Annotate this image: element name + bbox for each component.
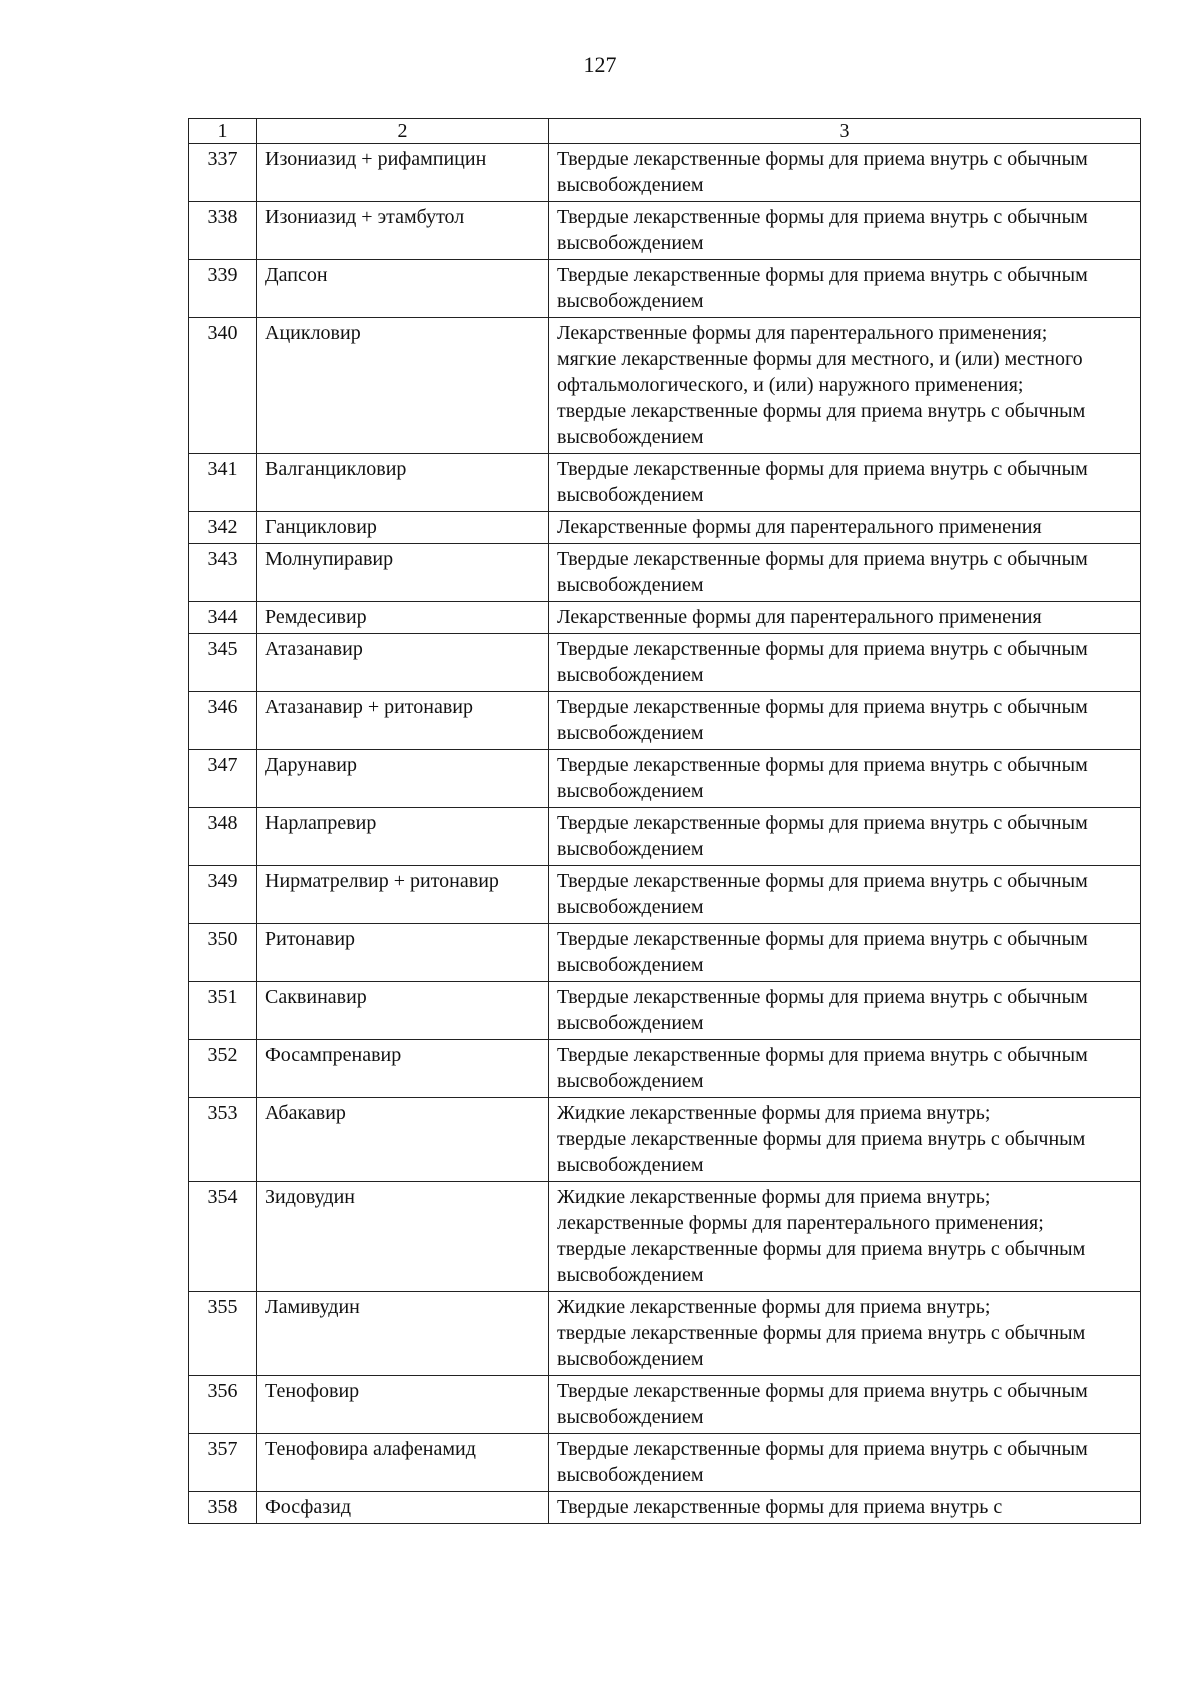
table-row [189,750,1141,808]
table-row [189,318,1141,454]
dosage-form-line: Лекарственные формы для парентерального применения [557,516,1042,538]
dosage-forms [549,1376,1141,1434]
dosage-forms [549,202,1141,260]
drug-name: Дапсон [257,260,549,318]
table-row [189,1492,1141,1524]
dosage-form-line: Твердые лекарственные формы для приема внутрь с обычным высвобождением [557,206,1088,254]
dosage-form-line: Твердые лекарственные формы для приема внутрь с обычным высвобождением [557,870,1088,918]
drug-name: Ацикловир [257,318,549,454]
table-row [189,924,1141,982]
dosage-forms [549,692,1141,750]
drug-name: Нарлапревир [257,808,549,866]
table-row [189,454,1141,512]
dosage-form-line: Твердые лекарственные формы для приема внутрь с обычным высвобождением [557,1380,1088,1428]
row-number: 357 [189,1434,257,1492]
dosage-form-line: Твердые лекарственные формы для приема внутрь с обычным высвобождением [557,264,1088,312]
row-number: 349 [189,866,257,924]
row-number: 337 [189,144,257,202]
dosage-form-line: Твердые лекарственные формы для приема внутрь с обычным высвобождением [557,638,1088,686]
drug-name: Тенофовир [257,1376,549,1434]
dosage-form-line: твердые лекарственные формы для приема внутрь с обычным высвобождением [557,1322,1086,1370]
drug-name: Атазанавир + ритонавир [257,692,549,750]
row-number: 348 [189,808,257,866]
dosage-form-line: Твердые лекарственные формы для приема внутрь с обычным высвобождением [557,1044,1088,1092]
dosage-form-line: Лекарственные формы для парентерального применения [557,606,1042,628]
table-header-row [189,119,1141,144]
drug-name: Молнупиравир [257,544,549,602]
drug-name: Ритонавир [257,924,549,982]
drug-table [188,118,1141,1524]
dosage-forms [549,1040,1141,1098]
dosage-forms [549,750,1141,808]
row-number: 358 [189,1492,257,1524]
table-row [189,1376,1141,1434]
dosage-form-line: Твердые лекарственные формы для приема внутрь с обычным высвобождением [557,812,1088,860]
dosage-form-line: Жидкие лекарственные формы для приема внутрь; [557,1296,991,1318]
dosage-forms [549,982,1141,1040]
dosage-forms [549,512,1141,544]
dosage-form-line: Лекарственные формы для парентерального применения; [557,322,1048,344]
drug-name: Фосфазид [257,1492,549,1524]
header-col-3: 3 [549,119,1141,144]
drug-name: Атазанавир [257,634,549,692]
drug-name: Абакавир [257,1098,549,1182]
row-number: 343 [189,544,257,602]
dosage-form-line: Твердые лекарственные формы для приема внутрь с обычным высвобождением [557,548,1088,596]
dosage-form-line: твердые лекарственные формы для приема внутрь с обычным высвобождением [557,400,1086,448]
table-row [189,692,1141,750]
dosage-forms [549,144,1141,202]
row-number: 338 [189,202,257,260]
dosage-forms [549,1434,1141,1492]
table-row [189,512,1141,544]
dosage-forms [549,260,1141,318]
dosage-form-line: твердые лекарственные формы для приема внутрь с обычным высвобождением [557,1238,1086,1286]
row-number: 341 [189,454,257,512]
dosage-form-line: Твердые лекарственные формы для приема внутрь с обычным высвобождением [557,1438,1088,1486]
dosage-forms [549,1098,1141,1182]
dosage-forms [549,454,1141,512]
row-number: 351 [189,982,257,1040]
dosage-forms [549,1492,1141,1524]
drug-name: Тенофовира алафенамид [257,1434,549,1492]
row-number: 354 [189,1182,257,1292]
row-number: 356 [189,1376,257,1434]
table-row [189,808,1141,866]
dosage-form-line: Твердые лекарственные формы для приема внутрь с обычным высвобождением [557,986,1088,1034]
dosage-forms [549,808,1141,866]
table-row [189,1098,1141,1182]
dosage-forms [549,1182,1141,1292]
dosage-form-line: Твердые лекарственные формы для приема внутрь с обычным высвобождением [557,696,1088,744]
table-row [189,602,1141,634]
dosage-forms [549,634,1141,692]
drug-name: Ламивудин [257,1292,549,1376]
drug-name: Дарунавир [257,750,549,808]
table-row [189,982,1141,1040]
dosage-form-line: лекарственные формы для парентерального применения; [557,1212,1044,1234]
row-number: 342 [189,512,257,544]
dosage-forms [549,318,1141,454]
row-number: 345 [189,634,257,692]
table-row [189,260,1141,318]
dosage-form-line: Твердые лекарственные формы для приема внутрь с обычным высвобождением [557,458,1088,506]
dosage-form-line: Твердые лекарственные формы для приема внутрь с [557,1496,1003,1518]
drug-name: Ремдесивир [257,602,549,634]
dosage-form-line: Твердые лекарственные формы для приема внутрь с обычным высвобождением [557,148,1088,196]
row-number: 344 [189,602,257,634]
drug-name: Валганцикловир [257,454,549,512]
row-number: 353 [189,1098,257,1182]
table-row [189,1292,1141,1376]
row-number: 339 [189,260,257,318]
header-col-1: 1 [189,119,257,144]
dosage-form-line: твердые лекарственные формы для приема внутрь с обычным высвобождением [557,1128,1086,1176]
dosage-forms [549,924,1141,982]
table-row [189,544,1141,602]
row-number: 355 [189,1292,257,1376]
table-row [189,144,1141,202]
dosage-forms [549,866,1141,924]
dosage-form-line: Твердые лекарственные формы для приема внутрь с обычным высвобождением [557,754,1088,802]
table-row [189,634,1141,692]
row-number: 352 [189,1040,257,1098]
header-col-2: 2 [257,119,549,144]
drug-table-body [189,119,1141,1524]
page-number: 127 [583,52,617,77]
dosage-form-line: Жидкие лекарственные формы для приема внутрь; [557,1186,991,1208]
dosage-forms [549,544,1141,602]
table-row [189,1434,1141,1492]
row-number: 340 [189,318,257,454]
table-row [189,1040,1141,1098]
drug-name: Ганцикловир [257,512,549,544]
drug-name: Изониазид + этамбутол [257,202,549,260]
table-row [189,202,1141,260]
row-number: 350 [189,924,257,982]
row-number: 347 [189,750,257,808]
drug-name: Зидовудин [257,1182,549,1292]
table-row [189,866,1141,924]
drug-name: Нирматрелвир + ритонавир [257,866,549,924]
row-number: 346 [189,692,257,750]
dosage-form-line: мягкие лекарственные формы для местного, и (или) местного офтальмологического, и (или) наружного применения; [557,348,1083,396]
dosage-form-line: Твердые лекарственные формы для приема внутрь с обычным высвобождением [557,928,1088,976]
dosage-forms [549,602,1141,634]
dosage-form-line: Жидкие лекарственные формы для приема внутрь; [557,1102,991,1124]
drug-name: Фосампренавир [257,1040,549,1098]
drug-name: Саквинавир [257,982,549,1040]
dosage-forms [549,1292,1141,1376]
table-row [189,1182,1141,1292]
drug-name: Изониазид + рифампицин [257,144,549,202]
